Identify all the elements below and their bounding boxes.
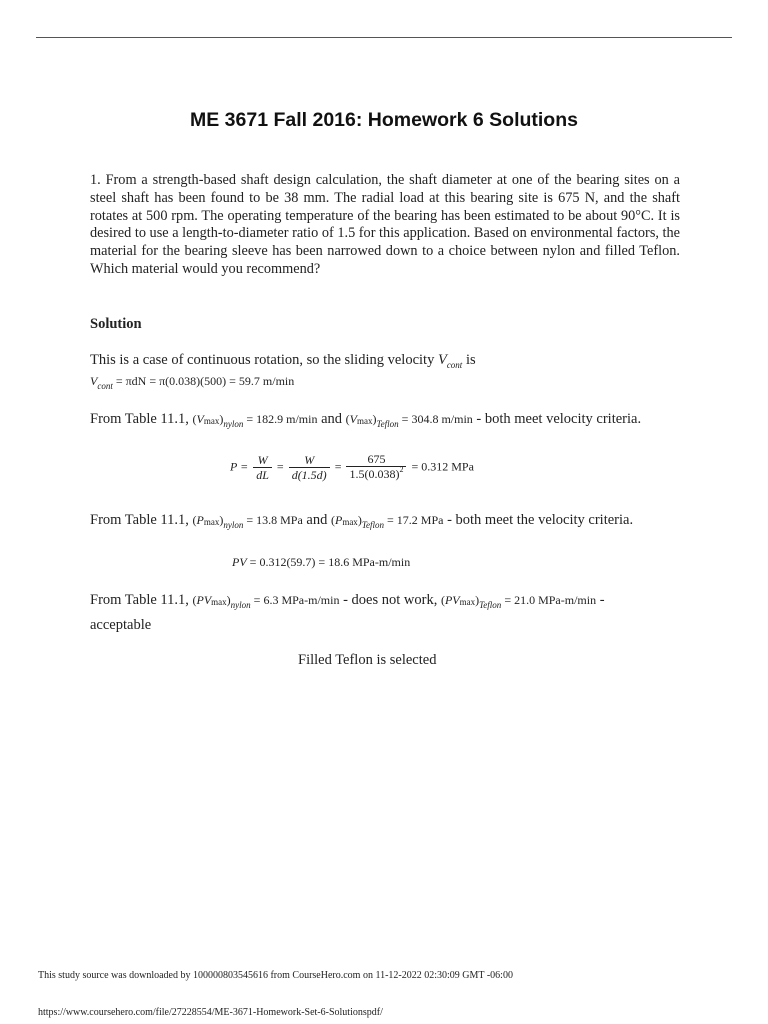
nylon-label: nylon	[230, 600, 251, 610]
table-pressure-line: From Table 11.1, $(Pmax)_{nylon} = 13.8$ MPa and $(Pmax)_{Teflon} = 17.2$ MPa - both meet the velocity criteria.	[90, 512, 634, 530]
nylon-label: nylon	[223, 419, 244, 429]
pressure-result: = 0.312 MPa	[411, 459, 474, 474]
nylon-pmax-value: = 13.8 MPa	[246, 513, 303, 527]
intro-variable-subscript: cont	[446, 360, 463, 370]
nylon-pvmax-value: = 6.3 MPa-m/min	[253, 593, 340, 607]
fraction-2-denominator: d(1.5d)	[291, 467, 327, 482]
fraction-675-over-area	[346, 452, 406, 483]
teflon-label: Teflon	[361, 520, 384, 530]
table-velocity-suffix: - both meet velocity criteria.	[476, 411, 642, 427]
velocity-rhs: = πdN = π(0.038)(500) = 59.7 m/min	[115, 374, 295, 388]
fraction-1-numerator: W	[253, 453, 272, 468]
nylon-label: nylon	[223, 520, 244, 530]
teflon-pmax-value: = 17.2 MPa	[387, 513, 444, 527]
top-rule	[36, 37, 732, 38]
teflon-pv-dash: -	[599, 592, 605, 608]
download-note: This study source was downloaded by 100000803545616 from CourseHero.com on 11-12-2022 02:30:09 GMT -06:00	[38, 970, 513, 981]
fraction-3-exponent: 2	[399, 465, 404, 474]
pressure-lhs: P =	[230, 459, 249, 474]
nylon-vmax-sub: max	[203, 416, 220, 426]
pv-lhs: PV	[232, 555, 247, 569]
nylon-vmax-value: = 182.9 m/min	[246, 412, 318, 426]
intro-variable: V	[437, 352, 447, 368]
teflon-pvmax-value: = 21.0 MPa-m/min	[504, 593, 597, 607]
intro-text: This is a case of continuous rotation, so the sliding velocity	[90, 352, 435, 368]
table-velocity-prefix: From Table 11.1,	[90, 411, 189, 427]
teflon-pmax-sub: max	[342, 517, 358, 527]
teflon-pvmax-sub: max	[459, 597, 476, 607]
pv-equation	[232, 555, 410, 570]
table-pv-line: From Table 11.1, $(PVmax)_{nylon} = 6.3$ MPa-m/min - does not work, $(PVmax)_{Teflon} = 21.0$ MPa-m/min -	[90, 592, 605, 610]
table-pressure-prefix: From Table 11.1,	[90, 512, 189, 528]
intro-tail: is	[465, 352, 476, 368]
fraction-1-denominator: dL	[256, 467, 269, 482]
fraction-2-numerator: W	[289, 453, 330, 468]
nylon-pvmax-sub: max	[211, 597, 227, 607]
page-title: ME 3671 Fall 2016: Homework 6 Solutions	[190, 109, 578, 131]
velocity-equation	[90, 374, 294, 389]
pressure-equation: P = $\frac{W}{dL}$ = $\frac{W}{d(1.5d)}$ = $\frac{675}{1.5(0.038)^2}$ = 0.312 MPa	[230, 452, 474, 482]
solution-heading: Solution	[90, 316, 142, 332]
teflon-pmax-var: P	[334, 513, 343, 527]
table-pressure-suffix: - both meet the velocity criteria.	[447, 512, 634, 528]
teflon-vmax-var: V	[349, 412, 357, 426]
nylon-pmax-sub: max	[203, 517, 220, 527]
table-pressure-joiner: and	[306, 512, 328, 528]
fraction-3-denominator: 1.5(0.038)	[349, 467, 400, 481]
problem-statement: 1. From a strength-based shaft design calculation, the shaft diameter at one of the bearing sites on a steel shaft has been found to be 38 mm. The radial load at this bearing site is 675 N, and the shaft rotates at 500 rpm. The operating temperature of the bearing has been estimated to be about 90°C. It is desired to use a length-to-diameter ratio of 1.5 for this application. Based on environmental factors, the material for the bearing sleeve has been narrowed down to a choice between nylon and filled Teflon. Which material would you recommend?	[90, 172, 680, 277]
fraction-w-over-d15d	[289, 453, 330, 483]
nylon-pv-verdict: - does not work,	[343, 592, 438, 608]
intro-line	[90, 352, 476, 369]
conclusion: Filled Teflon is selected	[298, 652, 437, 668]
table-velocity-line: From Table 11.1, $(Vmax)_{nylon} = 182.9$ m/min and $(Vmax)_{Teflon} = 304.8$ m/min - both meet velocity criteria.	[90, 411, 642, 429]
nylon-vmax-var: V	[196, 412, 204, 426]
teflon-pvmax-var: PV	[444, 593, 460, 607]
fraction-3-numerator: 675	[346, 452, 406, 467]
teflon-vmax-value: = 304.8 m/min	[401, 412, 473, 426]
teflon-label: Teflon	[376, 419, 399, 429]
teflon-label: Teflon	[479, 600, 502, 610]
velocity-lhs: V	[90, 374, 98, 388]
table-pv-prefix: From Table 11.1,	[90, 592, 189, 608]
source-url[interactable]: https://www.coursehero.com/file/27228554/ME-3671-Homework-Set-6-Solutionspdf/	[38, 1007, 383, 1018]
nylon-pmax-var: P	[196, 513, 204, 527]
table-velocity-joiner: and	[321, 411, 343, 427]
nylon-pvmax-var: PV	[196, 593, 212, 607]
pv-rhs: = 0.312(59.7) = 18.6 MPa-m/min	[249, 555, 411, 569]
velocity-lhs-subscript: cont	[97, 381, 113, 391]
teflon-vmax-sub: max	[356, 416, 373, 426]
fraction-w-over-dl	[253, 453, 272, 483]
pv-continuation: acceptable	[90, 617, 152, 633]
